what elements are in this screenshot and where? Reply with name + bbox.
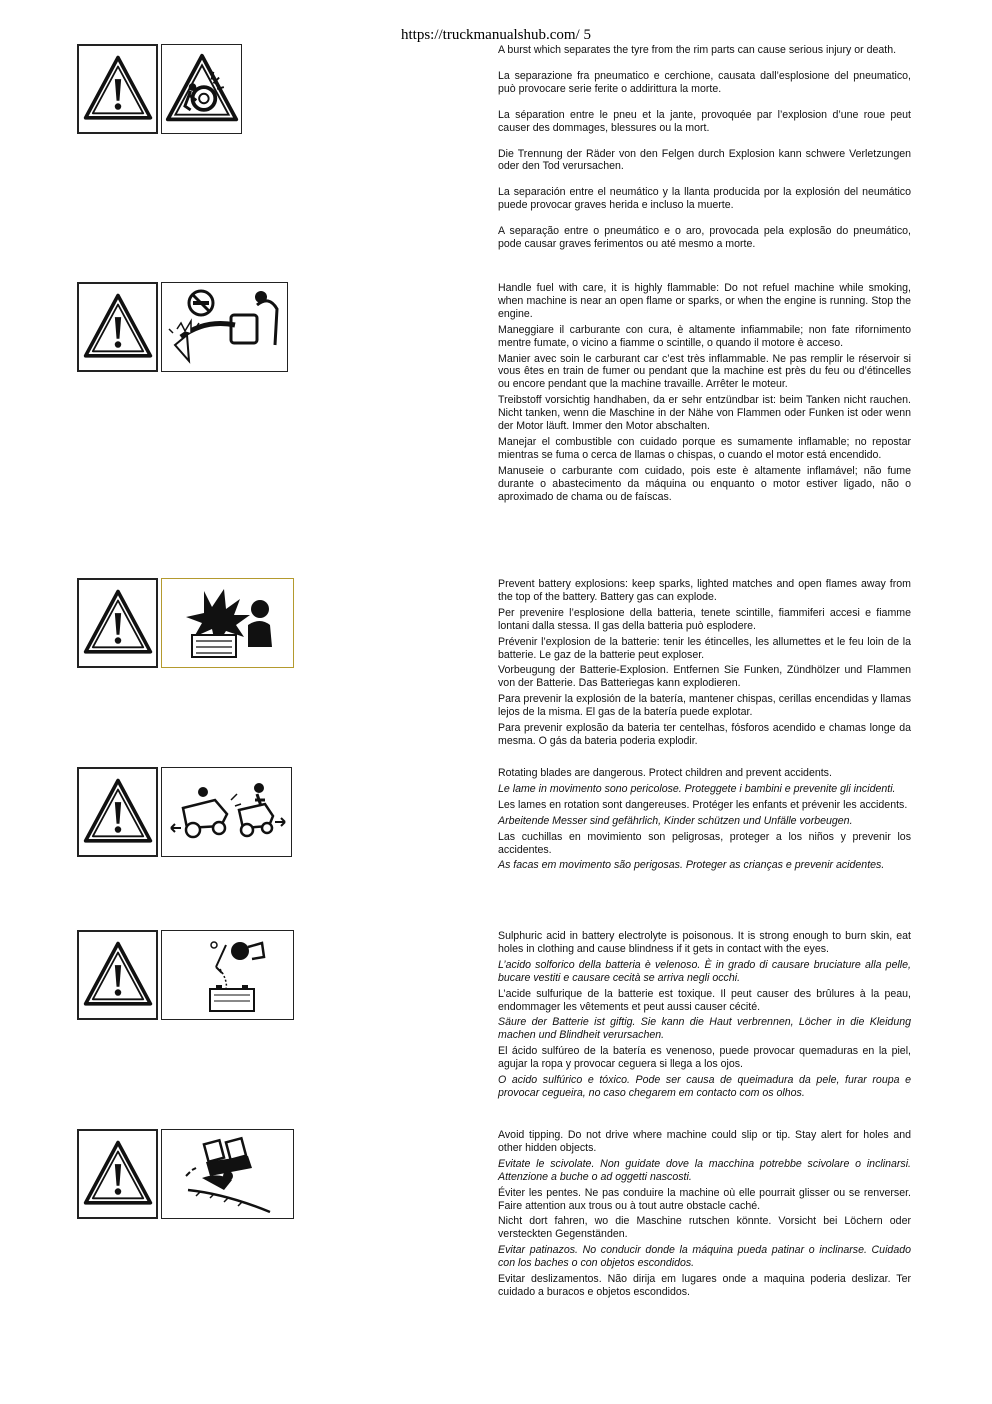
text-pt: A separação entre o pneumático e o aro, provocada pela explosão do pneumático, pode causar graves ferimentos ou até mesmo a morte.	[498, 225, 911, 251]
text-es: Para prevenir la explosión de la batería, mantener chispas, cerillas encendidas y llamas lejos de la misma. El gas de la batería puede explotar.	[498, 693, 911, 719]
text-de: Nicht dort fahren, wo die Maschine rutschen könnte. Vorsicht bei Löchern oder versteckten Gegenständen.	[498, 1215, 911, 1241]
warning-icons-tipping	[77, 1129, 294, 1219]
text-it: Le lame in movimento sono pericolose. Proteggete i bambini e prevenite gli incidenti.	[498, 782, 896, 795]
text-es: Las cuchillas en movimiento son peligrosas, proteger a los niños y prevenir los accidentes.	[498, 830, 911, 856]
warning-triangle-icon	[77, 930, 158, 1020]
page-header: https://truckmanualshub.com/ 5	[401, 27, 591, 43]
text-pt: As facas em movimento são perigosas. Proteger as crianças e prevenir acidentes.	[498, 859, 885, 872]
tyre-explosion-icon	[161, 44, 242, 134]
warning-triangle-icon	[77, 44, 158, 134]
warning-icons-fuel	[77, 282, 288, 372]
warning-icons-acid	[77, 930, 294, 1020]
text-en: Prevent battery explosions: keep sparks, lighted matches and open flames away from the top of the battery. Battery gas can explode.	[498, 578, 911, 603]
warning-text-fuel	[498, 282, 911, 507]
warning-text-blades	[498, 767, 911, 875]
text-es: Manejar el combustible con cuidado porque es sumamente inflamable; no repostar mientras se fuma o cerca de llamas o chispas, o cuando el motor está encendido.	[498, 435, 911, 461]
text-it: Evitate le scivolate. Non guidate dove la macchina potrebbe scivolare o inclinarsi. Attenzione a buche o ad oggetti nascosti.	[498, 1157, 911, 1183]
text-en: A burst which separates the tyre from the rim parts can cause serious injury or death.	[498, 44, 897, 56]
text-fr: La séparation entre le pneu et la jante, provoquée par l’explosion d’une roue peut causer des dommages, blessures ou la mort.	[498, 108, 911, 134]
text-en: Handle fuel with care, it is highly flammable: Do not refuel machine while smoking, when machine is near an open flame or sparks, or when the engine is running. Stop the engine.	[498, 282, 911, 320]
warning-text-tyre	[498, 44, 911, 264]
text-en: Sulphuric acid in battery electrolyte is poisonous. It is strong enough to burn skin, eat holes in clothing and cause blindness if it gets in contact with the eyes.	[498, 930, 911, 955]
text-it: L’acido solforico della batteria è velenoso. È in grado di causare bruciature alla pelle, bucare vestiti e causare cecità se arriva negli occhi.	[498, 958, 911, 984]
battery-explosion-icon	[161, 578, 294, 668]
warning-triangle-icon	[77, 282, 158, 372]
text-it: La separazione fra pneumatico e cerchione, causata dall’esplosione del pneumatico, può provocare serie ferite o addirittura la morte.	[498, 69, 911, 95]
warning-text-acid	[498, 930, 911, 1103]
text-de: Die Trennung der Räder von den Felgen durch Explosion kann schwere Verletzungen oder den Tod verursachen.	[498, 147, 911, 173]
warning-triangle-icon	[77, 578, 158, 668]
text-de: Treibstoff vorsichtig handhaben, da er sehr entzündbar ist: beim Tanken nicht rauchen. Nicht tanken, wenn die Maschine in der Nähe von Flammen oder Funken ist oder wenn der Motor läuft. Immer den Motor abschalten.	[498, 394, 911, 433]
text-fr: Prévenir l’explosion de la batterie: tenir les étincelles, les allumettes et le feu loin de la batterie. Le gaz de la batterie peut exploser.	[498, 635, 911, 661]
text-es: La separación entre el neumático y la llanta producida por la explosión del neumático puede provocar graves herida e incluso la muerte.	[498, 186, 911, 212]
text-en: Rotating blades are dangerous. Protect children and prevent accidents.	[498, 767, 832, 779]
fuel-no-smoking-icon	[161, 282, 288, 372]
warning-icons-tyre	[77, 44, 242, 134]
text-pt: O acido sulfúrico e tóxico. Pode ser causa de queimadura da pele, furar roupa e provocar cegueira, no caso chegarem em contacto com os olhos.	[498, 1074, 911, 1099]
text-pt: Manuseie o carburante com cuidado, pois este è altamente inflamável; não fume durante o abastecimento da máquina ou enquanto o motor estiver ligado, não o aproximado de chama ou de faíscas.	[498, 464, 911, 503]
rotating-blades-children-icon	[161, 767, 292, 857]
text-de: Säure der Batterie ist giftig. Sie kann die Haut verbrennen, Löcher in die Kleidung machen und Blindheit verursachen.	[498, 1016, 911, 1042]
text-fr: Manier avec soin le carburant car c’est très inflammable. Ne pas remplir le réservoir si vous êtes en train de fumer ou pendant que la machine est près du feu ou d’étincelles ou encore pendant que la machine travaille. Arrêter le moteur.	[498, 352, 911, 391]
text-it: Per prevenire l’esplosione della batteria, tenete scintille, fiammiferi accesi e fiamme lontani dalla stessa. Il gas della batteria può esplodere.	[498, 606, 911, 632]
warning-triangle-icon	[77, 767, 158, 857]
text-pt: Para prevenir explosão da bateria ter centelhas, fósforos acendido e chamas longe da mesma. O gás da bateria poderia explodir.	[498, 722, 911, 747]
text-de: Vorbeugung der Batterie-Explosion. Entfernen Sie Funken, Zündhölzer und Flammen von der Batterie. Das Batteriegas kann explodieren.	[498, 664, 911, 690]
text-fr: Les lames en rotation sont dangereuses. Protéger les enfants et prévenir les accidents.	[498, 798, 908, 811]
text-pt: Evitar deslizamentos. Não dirija em lugares onde a maquina poderia deslizar. Ter cuidado a buracos e objetos escondidos.	[498, 1273, 911, 1298]
text-de: Arbeitende Messer sind gefährlich, Kinder schützen und Unfälle vorbeugen.	[498, 814, 853, 827]
warning-icons-battery-explosion	[77, 578, 294, 668]
text-es: El ácido sulfúreo de la batería es venenoso, puede provocar quemaduras en la piel, agujar la ropa y provocar ceguera si llega a los ojos.	[498, 1045, 911, 1071]
warning-text-tipping	[498, 1129, 911, 1302]
text-en: Avoid tipping. Do not drive where machine could slip or tip. Stay alert for holes and other hidden objects.	[498, 1129, 911, 1154]
warning-text-battery-explosion	[498, 578, 911, 751]
text-fr: L’acide sulfurique de la batterie est toxique. Il peut causer des brûlures à la peau, endommager les vêtements et peut aussi causer cécité.	[498, 987, 911, 1013]
machine-tipping-icon	[161, 1129, 294, 1219]
text-es: Evitar patinazos. No conducir donde la máquina pueda patinar o inclinarse. Cuidado con los baches o con objetos escondidos.	[498, 1244, 911, 1270]
warning-triangle-icon	[77, 1129, 158, 1219]
text-fr: Éviter les pentes. Ne pas conduire la machine où elle pourrait glisser ou se renverser. Faire attention aux trous ou à tout autre obstacle caché.	[498, 1186, 911, 1212]
battery-acid-icon	[161, 930, 294, 1020]
warning-icons-blades	[77, 767, 292, 857]
text-it: Maneggiare il carburante con cura, è altamente infiammabile; non fate rifornimento mentre fumate, o vicino a fiamme o scintille, o quando il motore è acceso.	[498, 323, 911, 349]
